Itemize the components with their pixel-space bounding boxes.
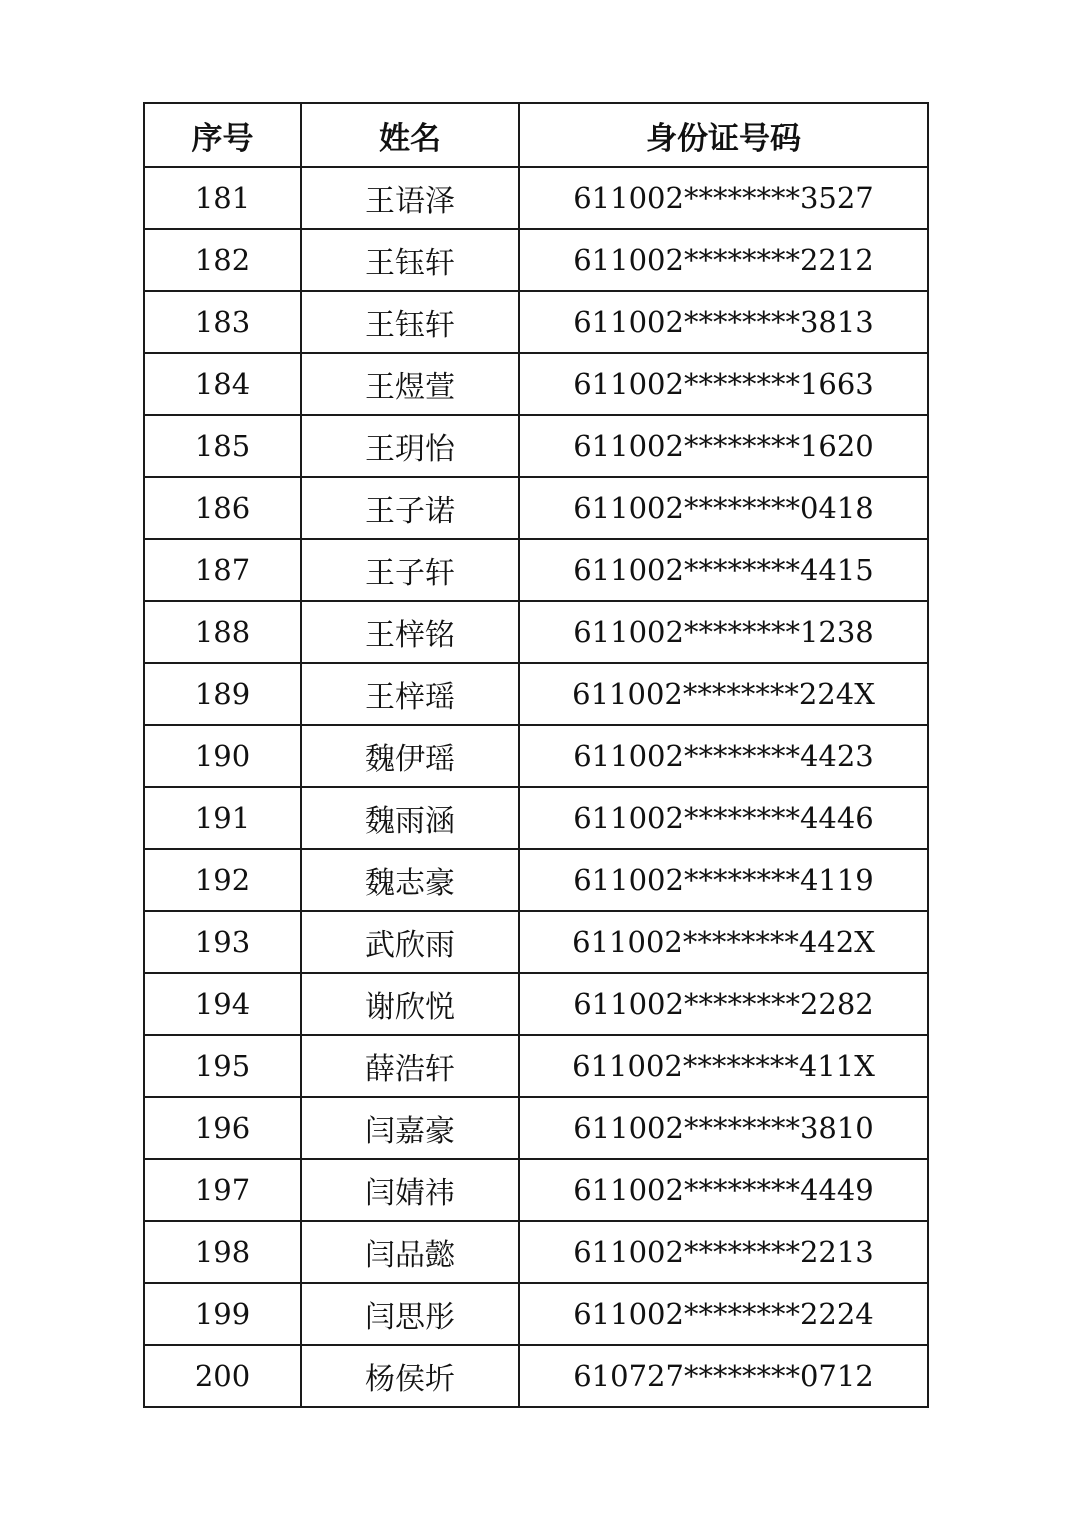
cell-id-number: 611002********0418 [519,477,928,539]
cell-seq: 184 [144,353,301,415]
cell-name: 闫婧祎 [301,1159,519,1221]
cell-seq: 193 [144,911,301,973]
table-row [144,229,928,291]
cell-id-number: 611002********411X [519,1035,928,1097]
cell-name: 王梓瑶 [301,663,519,725]
cell-id-number: 611002********1663 [519,353,928,415]
table-row [144,1221,928,1283]
cell-seq: 188 [144,601,301,663]
cell-seq: 181 [144,167,301,229]
table-row [144,167,928,229]
cell-seq: 183 [144,291,301,353]
cell-seq: 189 [144,663,301,725]
cell-id-number: 611002********4423 [519,725,928,787]
table-row [144,1097,928,1159]
cell-name: 王钰轩 [301,291,519,353]
cell-name: 王子诺 [301,477,519,539]
cell-seq: 199 [144,1283,301,1345]
cell-id-number: 611002********2212 [519,229,928,291]
cell-id-number: 611002********3813 [519,291,928,353]
table-row [144,911,928,973]
table-row [144,849,928,911]
cell-name: 魏伊瑶 [301,725,519,787]
cell-seq: 197 [144,1159,301,1221]
cell-seq: 192 [144,849,301,911]
cell-seq: 185 [144,415,301,477]
cell-id-number: 611002********1238 [519,601,928,663]
table-body [144,167,928,1407]
table-row [144,973,928,1035]
cell-id-number: 611002********224X [519,663,928,725]
table-row [144,1283,928,1345]
cell-seq: 191 [144,787,301,849]
cell-name: 王玥怡 [301,415,519,477]
header-seq: 序号 [144,103,301,167]
cell-name: 王煜萱 [301,353,519,415]
cell-id-number: 611002********2213 [519,1221,928,1283]
cell-name: 杨侯圻 [301,1345,519,1407]
table-row [144,601,928,663]
table-row [144,1035,928,1097]
table-row [144,291,928,353]
table-row [144,787,928,849]
cell-id-number: 611002********3527 [519,167,928,229]
cell-name: 闫思彤 [301,1283,519,1345]
cell-seq: 186 [144,477,301,539]
cell-id-number: 611002********2282 [519,973,928,1035]
cell-seq: 196 [144,1097,301,1159]
cell-id-number: 611002********4415 [519,539,928,601]
table-row [144,477,928,539]
header-name: 姓名 [301,103,519,167]
cell-name: 闫品懿 [301,1221,519,1283]
cell-seq: 187 [144,539,301,601]
cell-seq: 195 [144,1035,301,1097]
cell-id-number: 611002********4446 [519,787,928,849]
cell-id-number: 611002********4449 [519,1159,928,1221]
table-row [144,725,928,787]
cell-name: 魏志豪 [301,849,519,911]
cell-name: 武欣雨 [301,911,519,973]
cell-name: 王钰轩 [301,229,519,291]
header-id-number: 身份证号码 [519,103,928,167]
cell-name: 谢欣悦 [301,973,519,1035]
table-row [144,1345,928,1407]
header-row [144,103,928,167]
cell-seq: 198 [144,1221,301,1283]
cell-id-number: 611002********442X [519,911,928,973]
table-row [144,539,928,601]
cell-seq: 190 [144,725,301,787]
table-row [144,663,928,725]
cell-id-number: 611002********1620 [519,415,928,477]
cell-id-number: 611002********4119 [519,849,928,911]
cell-name: 魏雨涵 [301,787,519,849]
cell-id-number: 611002********3810 [519,1097,928,1159]
table-header [144,103,928,167]
cell-id-number: 611002********2224 [519,1283,928,1345]
cell-name: 闫嘉豪 [301,1097,519,1159]
cell-seq: 194 [144,973,301,1035]
table-row [144,353,928,415]
cell-name: 薛浩轩 [301,1035,519,1097]
cell-name: 王子轩 [301,539,519,601]
roster-table [143,102,929,1408]
cell-seq: 200 [144,1345,301,1407]
cell-name: 王语泽 [301,167,519,229]
table-row [144,415,928,477]
cell-name: 王梓铭 [301,601,519,663]
table-row [144,1159,928,1221]
cell-seq: 182 [144,229,301,291]
cell-id-number: 610727********0712 [519,1345,928,1407]
